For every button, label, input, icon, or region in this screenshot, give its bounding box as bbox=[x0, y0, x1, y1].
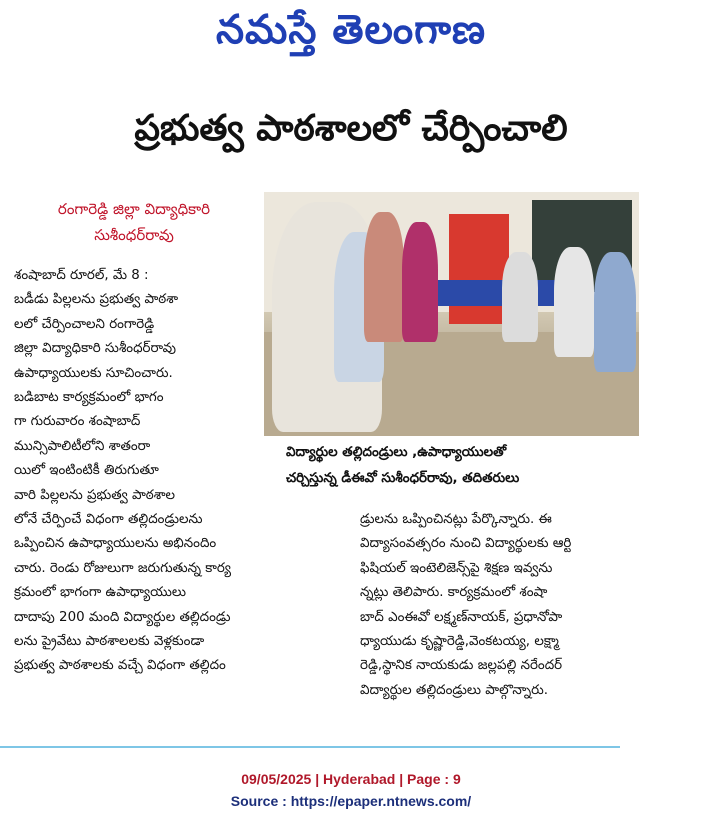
text-line: దాదాపు 200 మంది విద్యార్థుల తల్లిదండ్రు bbox=[14, 609, 231, 625]
photo-person bbox=[502, 252, 538, 342]
photo-door bbox=[449, 214, 509, 324]
article-column-1-continued bbox=[14, 508, 344, 679]
photo-person bbox=[402, 222, 438, 342]
caption-line-1: విద్యార్థుల తల్లిదండ్రులు ,ఉపాధ్యాయులతో bbox=[286, 445, 507, 460]
photo-person bbox=[594, 252, 636, 372]
text-line: జిల్లా విద్యాధికారి సుశీంధర్‌రావు bbox=[14, 341, 176, 357]
text-line: లను ప్రైవేటు పాఠశాలలకు వెళ్లకుండా bbox=[14, 634, 205, 650]
article-column-1 bbox=[14, 264, 258, 508]
text-line: శంషాబాద్ రూరల్, మే 8 : bbox=[14, 268, 149, 283]
text-line: యిలో ఇంటింటికీ తిరుగుతూ bbox=[14, 463, 159, 479]
text-line: ధ్యాయుడు కృష్ణారెడ్డి,వెంకటయ్య, లక్ష్మా bbox=[360, 634, 559, 650]
article-column-2 bbox=[360, 508, 622, 703]
newspaper-masthead: నమస్తే తెలంగాణ bbox=[215, 6, 487, 53]
text-line: రెడ్డి,స్థానిక నాయకుడు జల్లపల్లి నరేందర్ bbox=[360, 658, 563, 674]
text-line: న్నట్లు తెలిపారు. కార్యక్రమంలో శంషా bbox=[360, 585, 548, 601]
page-footer bbox=[0, 768, 702, 812]
photo-person bbox=[364, 212, 404, 342]
text-line: ఒప్పించిన ఉపాధ్యాయులను అభినందిం bbox=[14, 536, 217, 552]
text-line: ఫిషియల్ ఇంటెలిజెన్స్‌పై శిక్షణ ఇవ్వను bbox=[360, 560, 553, 576]
text-line: బాద్ ఎంఈవో లక్ష్మణ్‌నాయక్, ప్రధానోపా bbox=[360, 609, 563, 625]
text-line: క్రమంలో భాగంగా ఉపాధ్యాయులు bbox=[14, 585, 187, 601]
subhead-line-1: రంగారెడ్డి జిల్లా విద్యాధికారి bbox=[57, 200, 211, 218]
text-line: డ్రులను ఒప్పించినట్లు పేర్కొన్నారు. ఈ bbox=[360, 512, 552, 527]
photo-caption bbox=[286, 440, 626, 492]
article-photo bbox=[264, 192, 639, 436]
article-headline: ప్రభుత్వ పాఠశాలలో చేర్పించాలి bbox=[134, 108, 568, 149]
text-line: మున్సిపాలిటీలోని శాతంరా bbox=[14, 438, 151, 454]
text-line: బడీడు పిల్లలను ప్రభుత్వ పాఠశా bbox=[14, 292, 179, 308]
text-line: బడిబాట కార్యక్రమంలో భాగం bbox=[14, 390, 164, 406]
photo-table bbox=[424, 280, 564, 306]
text-line: విద్యార్థుల తల్లిదండ్రులు పాల్గొన్నారు. bbox=[360, 682, 549, 698]
text-line: లోనే చేర్పించే విధంగా తల్లిదండ్రులను bbox=[14, 512, 203, 527]
source-link[interactable]: Source : https://epaper.ntnews.com/ bbox=[230, 793, 472, 809]
subhead-line-2: సుశీంధర్‌రావు bbox=[94, 226, 174, 244]
text-line: ఉపాధ్యాయులకు సూచించారు. bbox=[14, 365, 173, 381]
footer-divider bbox=[0, 746, 620, 748]
text-line: విద్యాసంవత్సరం నుంచి విద్యార్థులకు ఆర్టి bbox=[360, 536, 572, 552]
text-line: లలో చేర్పించాలని రంగారెడ్డి bbox=[14, 316, 155, 332]
text-line: వారి పిల్లలను ప్రభుత్వ పాఠశాల bbox=[14, 487, 176, 503]
photo-person bbox=[554, 247, 594, 357]
text-line: చారు. రెండు రోజులుగా జరుగుతున్న కార్య bbox=[14, 560, 231, 576]
article-subhead bbox=[14, 196, 254, 248]
edition-info: 09/05/2025 | Hyderabad | Page : 9 bbox=[241, 771, 461, 787]
text-line: ప్రభుత్వ పాఠశాలకు వచ్చే విధంగా తల్లిదం bbox=[14, 658, 226, 674]
caption-line-2: చర్చిస్తున్న డీఈవో సుశీంధర్‌రావు, తదితరులు bbox=[286, 471, 520, 486]
text-line: గా గురువారం శంషాబాద్ bbox=[14, 414, 141, 430]
